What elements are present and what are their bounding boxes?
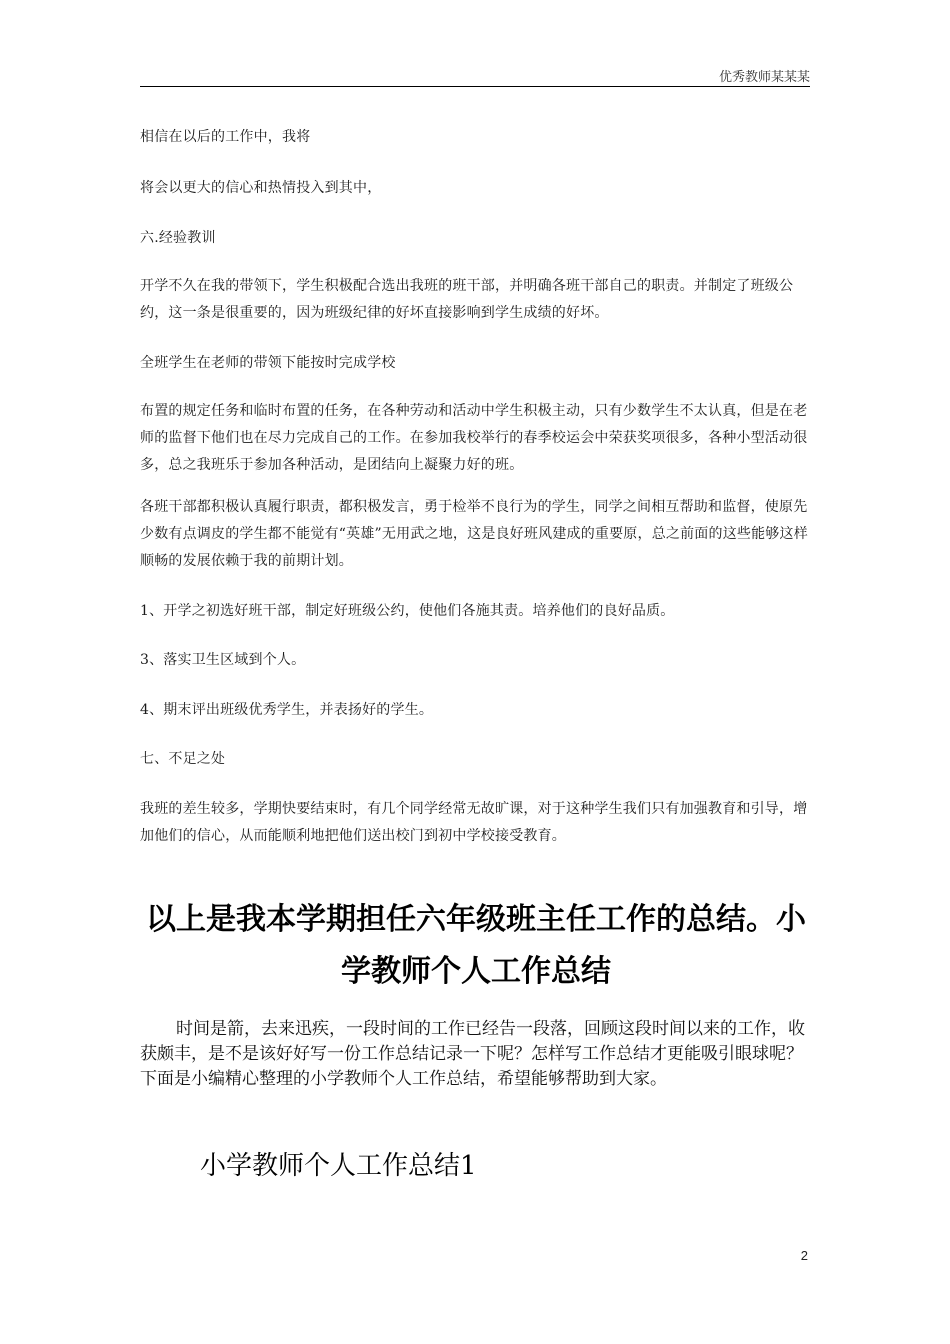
list-item-4: 4、期末评出班级优秀学生，并表扬好的学生。 [140,702,434,718]
paragraph-3: 开学不久在我的带领下，学生积极配合选出我班的班干部，并明确各班干部自己的职责。并制定了班级公约，这一条是很重要的，因为班级纪律的好坏直接影响到学生成绩的好坏。 [140,278,794,321]
list-item-3: 3、落实卫生区域到个人。 [140,652,306,668]
paragraph-6: 各班干部都积极认真履行职责，都积极发言，勇于检举不良行为的学生，同学之间相互帮助和监督，使原先少数有点调皮的学生都不能觉有“英雄”无用武之地，这是良好班风建成的重要原，总之前面的这些能够这样顺畅的发展依赖于我的前期计划。 [140,499,808,569]
page-number: 2 [800,1248,808,1263]
paragraph-2: 将会以更大的信心和热情投入到其中， [140,180,382,196]
list-item-1: 1、开学之初选好班干部，制定好班级公约，使他们各施其责。培养他们的良好品质。 [140,603,675,619]
main-title: 以上是我本学期担任六年级班主任工作的总结。小学教师个人工作总结 [146,902,806,989]
intro-paragraph: 时间是箭，去来迅疾，一段时间的工作已经告一段落，回顾这段时间以来的工作，收获颇丰，是不是该好好写一份工作总结记录一下呢？怎样写工作总结才更能吸引眼球呢？下面是小编精心整理的小学教师个人工作总结，希望能够帮助到大家。 [140,1019,805,1089]
paragraph-4: 全班学生在老师的带领下能按时完成学校 [140,355,396,371]
paragraph-5: 布置的规定任务和临时布置的任务，在各种劳动和活动中学生积极主动，只有少数学生不太认真，但是在老师的监督下他们也在尽力完成自己的工作。在参加我校举行的春季校运会中荣获奖项很多，各种小型活动很多，总之我班乐于参加各种活动，是团结向上凝聚力好的班。 [140,403,808,473]
paragraph-7: 我班的差生较多，学期快要结束时，有几个同学经常无故旷课，对于这种学生我们只有加强教育和引导，增加他们的信心，从而能顺利地把他们送出校门到初中学校接受教育。 [140,801,808,844]
section-heading-shortcomings: 七、不足之处 [140,751,226,767]
paragraph-1: 相信在以后的工作中，我将 [140,129,311,145]
page-header [140,66,810,87]
subtitle: 小学教师个人工作总结1 [200,1151,477,1181]
section-heading-lessons: 六.经验教训 [140,230,216,246]
header-author: 优秀教师某某某 [718,70,810,85]
